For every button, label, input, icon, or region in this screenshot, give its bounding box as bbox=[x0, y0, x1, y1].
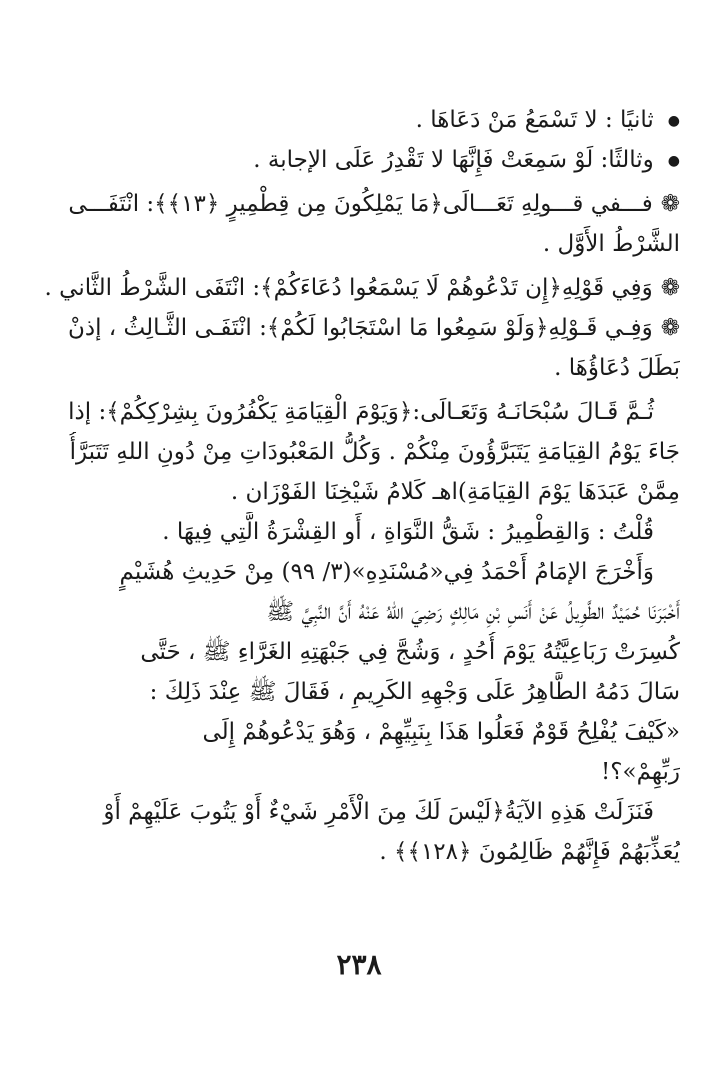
line-text: فـــفي قـــولِهِ تَعَـــالَى﴿مَا يَمْلِكُونَ مِن قِطْمِيرٍ ﴿١٣﴾﴾: انْتَفَـــى bbox=[68, 191, 653, 217]
text-line: قُلْتُ : وَالقِطْمِيرُ : شَقُّ النَّوَاةِ ، أَو القِشْرَةُ الَّتِي فِيهَا . bbox=[162, 519, 654, 545]
text-line bbox=[40, 184, 680, 224]
line-text: وَفِـي قَـوْلِهِ﴿وَلَوْ سَمِعُوا مَا اسْتَجَابُوا لَكُمْ﴾: انْتَفَـى الثَّـالِثُ ، إذنْ bbox=[67, 315, 653, 341]
text-line: «كَيْفَ يُفْلِحُ قَوْمٌ فَعَلُوا هَذَا بِنَبِيِّهِمْ ، وَهُوَ يَدْعُوهُمْ إِلَى bbox=[202, 719, 680, 745]
line-text: وَفِي قَوْلِهِ﴿إِن تَدْعُوهُمْ لَا يَسْمَعُوا دُعَاءَكُمْ﴾: انْتَفَى الشَّرْطُ الثَّاني . bbox=[44, 275, 653, 301]
bullet-line: ● وثالثًا: لَوْ سَمِعَتْ فَإِنَّهَا لا تَقْدِرُ عَلَى الإجابة . bbox=[40, 140, 680, 180]
text-line: جَاءَ يَوْمُ القِيَامَةِ يَتَبَرَّؤُونَ مِنْكُمْ . وَكُلُّ المَعْبُودَاتِ مِنْ دُونِ اللهِ تَتَبَرَّأُ bbox=[69, 439, 680, 465]
text-line: وَأَخْرَجَ الإمَامُ أَحْمَدُ فِي«مُسْنَدِهِ»(٣/ ٩٩) مِنْ حَدِيثِ هُشَيْمٍ bbox=[119, 559, 654, 585]
page-text bbox=[40, 100, 680, 872]
text-line: مِمَّنْ عَبَدَهَا يَوْمَ القِيَامَةِ)اهـ كَلامُ شَيْخِنَا الفَوْزَان . bbox=[230, 479, 680, 505]
flower-icon: ❁ bbox=[660, 191, 680, 217]
text-line: أَخْبَرَنَا حُمَيْدٌ الطَّوِيلُ عَنْ أَنَسِ بْنِ مَالِكٍ رَضِيَ اللهُ عَنْهُ أَنَّ النَّبِيَّ ﷺ bbox=[266, 599, 680, 625]
text-line bbox=[40, 308, 680, 348]
text-line: ثُـمَّ قَـالَ سُبْحَانَـهُ وَتَعَـالَى:﴿وَيَوْمَ الْقِيَامَةِ يَكْفُرُونَ بِشِرْكِكُمْ﴾: إذا bbox=[68, 399, 654, 425]
text-line: فَنَزَلَتْ هَذِهِ الآيَةُ﴿لَيْسَ لَكَ مِنَ الْأَمْرِ شَيْءٌ أَوْ يَتُوبَ عَلَيْهِمْ أَوْ bbox=[103, 799, 654, 825]
text-line: سَالَ دَمُهُ الطَّاهِرُ عَلَى وَجْهِهِ الكَرِيمِ ، فَقَالَ ﷺ عِنْدَ ذَلِكَ : bbox=[149, 679, 680, 705]
page-number: ٢٣٨ bbox=[336, 948, 382, 981]
text-line: كُسِرَتْ رَبَاعِيَّتُهُ يَوْمَ أُحُدٍ ، وَشُجَّ فِي جَبْهَتِهِ الغَرَّاءِ ﷺ ، حَتَّى bbox=[140, 639, 680, 665]
flower-icon: ❁ bbox=[660, 315, 680, 341]
text-line: الشَّرْطُ الأَوَّل . bbox=[542, 231, 680, 257]
flower-icon: ❁ bbox=[660, 275, 680, 301]
text-line: بَطَلَ دُعَاؤُهَا . bbox=[554, 355, 680, 381]
text-line: يُعَذِّبَهُمْ فَإِنَّهُمْ ظَالِمُونَ ﴿١٢٨﴾﴾ . bbox=[379, 839, 680, 865]
bullet-line: ● ثانيًا : لا تَسْمَعُ مَنْ دَعَاهَا . bbox=[40, 100, 680, 140]
text-line: رَبِّهِمْ»؟! bbox=[601, 759, 680, 785]
text-line bbox=[40, 268, 680, 308]
